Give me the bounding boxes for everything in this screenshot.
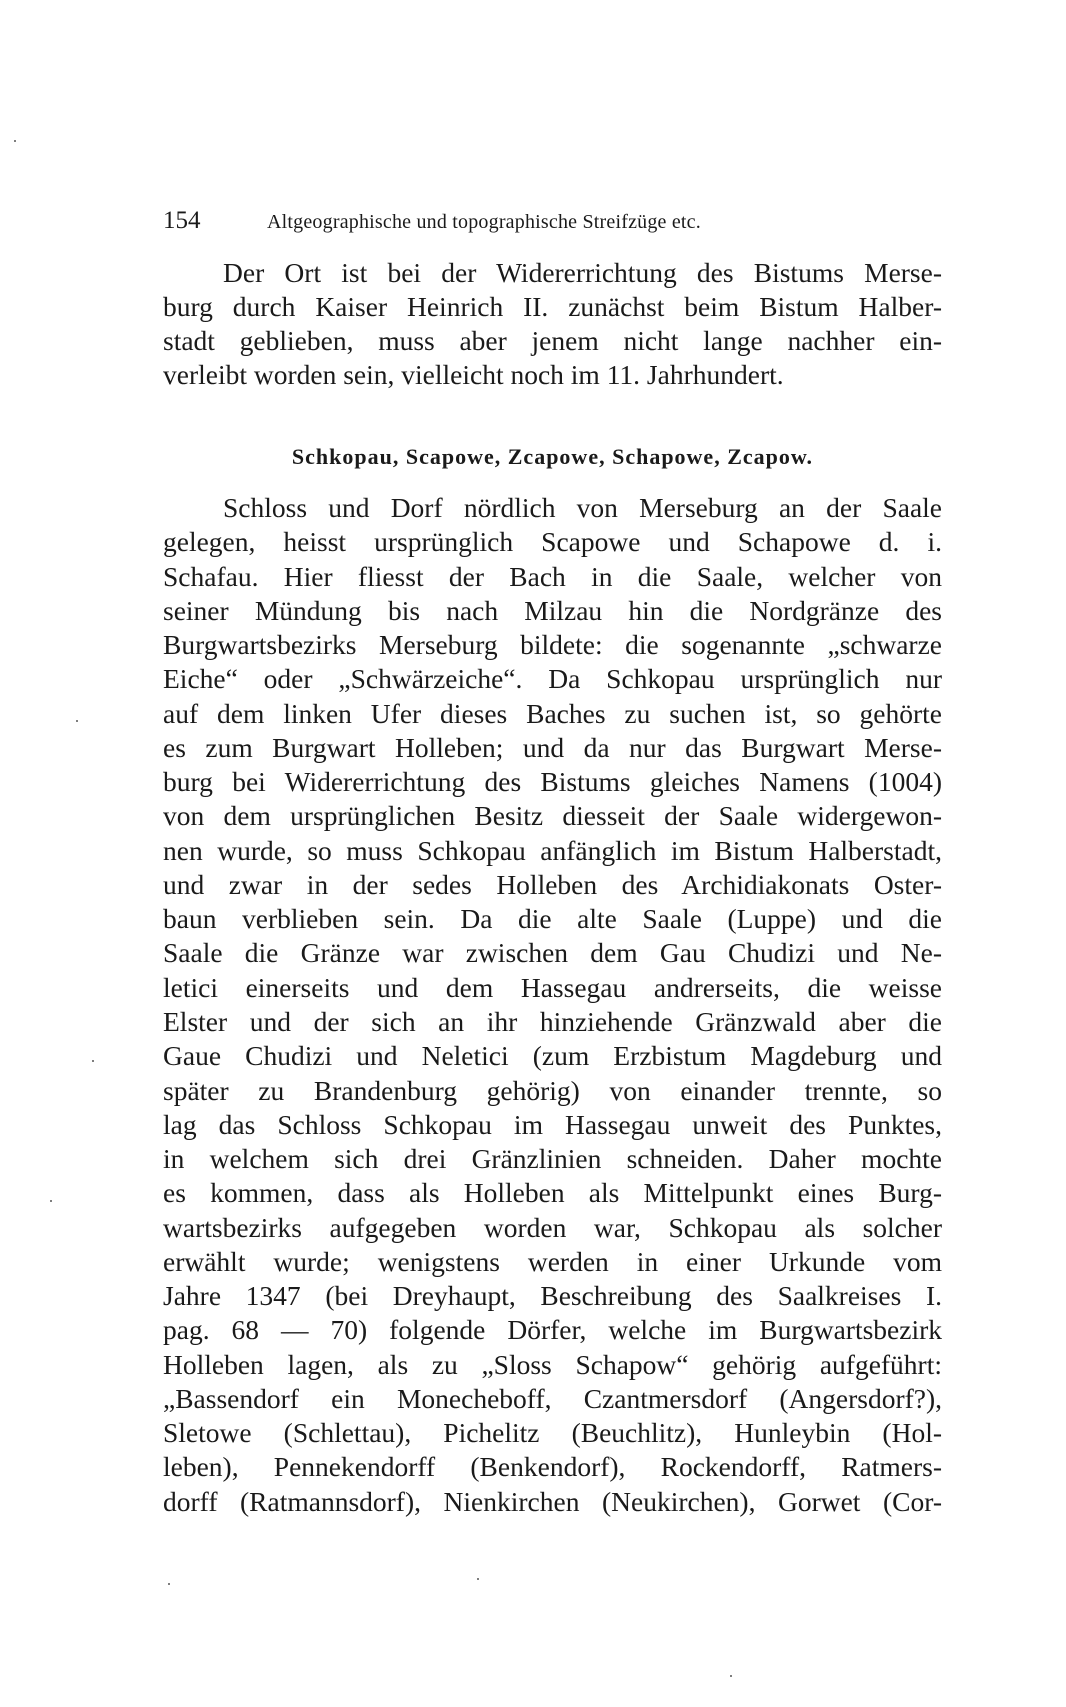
text-line: Schafau. Hier fliesst der Bach in die Saale, welcher von bbox=[163, 560, 942, 592]
scan-speck bbox=[730, 1675, 732, 1677]
text-line: Gaue Chudizi und Neletici (zum Erzbistum Magdeburg und bbox=[163, 1040, 942, 1072]
text-line: es kommen, dass als Holleben als Mittelpunkt eines Burg- bbox=[163, 1177, 942, 1209]
text-line: Der Ort ist bei der Widererrichtung des Bistums Merse- bbox=[223, 257, 942, 288]
page-header bbox=[163, 206, 943, 236]
text-line: auf dem linken Ufer dieses Baches zu suchen ist, so gehörte bbox=[163, 697, 942, 729]
text-line: pag. 68 — 70) folgende Dörfer, welche im Burgwartsbezirk bbox=[163, 1314, 942, 1346]
text-line: es zum Burgwart Holleben; und da nur das Burgwart Merse- bbox=[163, 731, 942, 763]
text-line: in welchem sich drei Gränzlinien schneiden. Daher mochte bbox=[163, 1143, 942, 1175]
text-line: Jahre 1347 (bei Dreyhaupt, Beschreibung des Saalkreises I. bbox=[163, 1280, 942, 1312]
text-line: seiner Mündung bis nach Milzau hin die Nordgränze des bbox=[163, 594, 942, 626]
text-line: stadt geblieben, muss aber jenem nicht lange nachher ein- bbox=[163, 325, 942, 356]
text-line: verleibt worden sein, vielleicht noch im 11. Jahrhundert. bbox=[163, 359, 784, 390]
text-line: „Bassendorf ein Monecheboff, Czantmersdorf (Angersdorf?), bbox=[163, 1382, 942, 1414]
section-heading: Schkopau, Scapowe, Zcapowe, Schapowe, Zcapow. bbox=[291, 444, 814, 469]
text-line: letici einerseits und dem Hassegau andrerseits, die weisse bbox=[163, 971, 942, 1003]
scan-speck bbox=[76, 720, 78, 722]
page-number: 154 bbox=[163, 207, 201, 234]
text-line: Schloss und Dorf nördlich von Merseburg an der Saale bbox=[223, 492, 942, 523]
scan-speck bbox=[168, 1583, 170, 1585]
text-line: Holleben lagen, als zu „Sloss Schapow“ gehörig aufgeführt: bbox=[163, 1348, 942, 1380]
scan-speck bbox=[92, 1060, 94, 1062]
text-line: von dem ursprünglichen Besitz diesseit der Saale widergewon- bbox=[163, 800, 942, 832]
text-line: Saale die Gränze war zwischen dem Gau Chudizi und Ne- bbox=[163, 937, 942, 969]
text-line: lag das Schloss Schkopau im Hassegau unweit des Punktes, bbox=[163, 1108, 942, 1140]
text-line: Elster und der sich an ihr hinziehende Gränzwald aber die bbox=[163, 1005, 942, 1037]
text-line: Eiche“ oder „Schwärzeiche“. Da Schkopau ursprünglich nur bbox=[163, 663, 942, 695]
text-line: Burgwartsbezirks Merseburg bildete: die sogenannte „schwarze bbox=[163, 629, 942, 661]
text-line: baun verblieben sein. Da die alte Saale (Luppe) und die bbox=[163, 903, 942, 935]
text-line: und zwar in der sedes Holleben des Archidiakonats Oster- bbox=[163, 868, 942, 900]
scan-speck bbox=[50, 1200, 52, 1202]
text-line: später zu Brandenburg gehörig) von einander trennte, so bbox=[163, 1074, 942, 1106]
text-line: nen wurde, so muss Schkopau anfänglich im Bistum Halberstadt, bbox=[163, 834, 942, 866]
scan-speck bbox=[14, 140, 16, 142]
text-line: leben), Pennekendorff (Benkendorf), Rockendorff, Ratmers- bbox=[163, 1451, 942, 1483]
text-line: gelegen, heisst ursprünglich Scapowe und Schapowe d. i. bbox=[163, 526, 942, 558]
paragraph-2 bbox=[163, 491, 942, 1519]
scan-speck bbox=[477, 1578, 479, 1580]
paragraph-1 bbox=[163, 256, 942, 392]
text-line: erwählt wurde; wenigstens werden in einer Urkunde vom bbox=[163, 1245, 942, 1277]
text-line: burg durch Kaiser Heinrich II. zunächst beim Bistum Halber- bbox=[163, 291, 942, 322]
text-line: Sletowe (Schlettau), Pichelitz (Beuchlitz), Hunleybin (Hol- bbox=[163, 1417, 942, 1449]
text-line: burg bei Widererrichtung des Bistums gleiches Namens (1004) bbox=[163, 766, 942, 798]
text-line: dorff (Ratmannsdorf), Nienkirchen (Neukirchen), Gorwet (Cor- bbox=[163, 1485, 942, 1517]
text-line: wartsbezirks aufgegeben worden war, Schkopau als solcher bbox=[163, 1211, 942, 1243]
running-head: Altgeographische und topographische Streifzüge etc. bbox=[267, 211, 701, 233]
